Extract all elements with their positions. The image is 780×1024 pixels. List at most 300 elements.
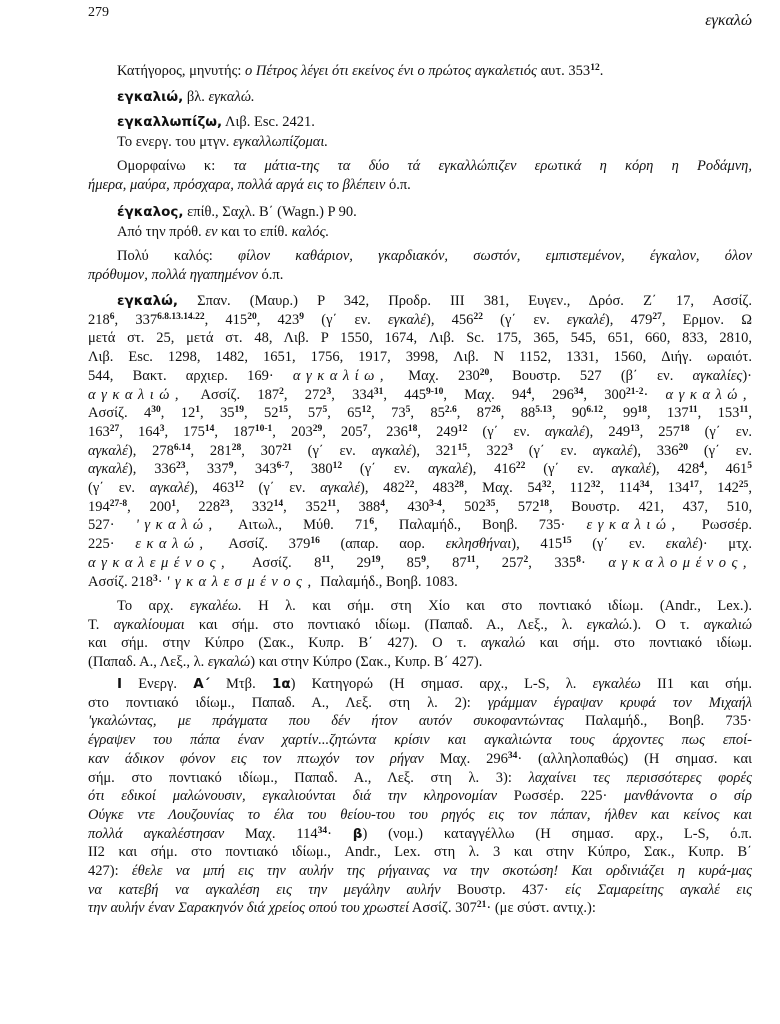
superscript-ref: 11 (688, 405, 698, 416)
text-run: , Βουστρ. 527 (β΄ εν. (489, 367, 693, 384)
superscript-ref: 4 (380, 498, 386, 509)
text-run: , 142 (698, 480, 739, 497)
text-run: ό.π. (385, 176, 411, 193)
text-line (88, 516, 752, 535)
superscript-ref: 18 (407, 423, 418, 434)
text-line (88, 554, 752, 573)
text-run: (γ΄ εν. (304, 311, 389, 328)
text-run: Μαχ. 230 (389, 367, 480, 384)
superscript-ref: 31 (373, 386, 384, 397)
italic-text: αγκαλέ (149, 480, 190, 497)
text-run: 163 (88, 423, 110, 440)
text-run: 225· (88, 536, 136, 553)
italic-text: εγκαλώ. (586, 616, 633, 633)
text-run: , 343 (233, 461, 277, 478)
italic-text: εγκαλέ (388, 311, 427, 328)
text-line (88, 881, 752, 900)
text-run: Μαχ. 296 (423, 750, 508, 767)
text-run: , 307 (241, 442, 283, 459)
dictionary-paragraph (88, 133, 752, 152)
headword: έγκαλος, (117, 204, 184, 220)
text-line (88, 367, 752, 386)
text-run: Το ενεργ. του μτγν. (117, 134, 234, 150)
text-run: Σπαν. (Μαυρ.) P 342, Προδρ. III 381, Ευγεν., Δρόσ. Ζ΄ 17, Ασσίζ. (177, 293, 752, 309)
text-run: Τ. (88, 616, 114, 633)
text-run: , 249 (417, 423, 458, 440)
superscript-ref: 29 (312, 423, 323, 434)
superscript-ref: 34 (639, 480, 650, 491)
superscript-ref: 19 (371, 554, 381, 565)
dictionary-paragraph (88, 223, 752, 242)
text-run: , 483 (414, 480, 455, 497)
running-head: εγκαλώ (705, 12, 752, 29)
text-run: , Ερμον. Ω (661, 311, 752, 328)
text-run: , 461 (704, 461, 748, 478)
text-run: , 88 (500, 405, 536, 422)
text-run: , 337 (185, 461, 229, 478)
text-run: , 337 (114, 311, 158, 328)
italic-text: αγκαλέ (544, 423, 585, 440)
text-run: μετά στ. 25, μετά στ. 48, Λιβ. P 1550, 1674, Λιβ. Sc. 175, 365, 545, 651, 660, 833, 2810, (88, 330, 752, 347)
superscript-ref: 34 (317, 825, 328, 836)
text-run: 527· (88, 517, 136, 534)
text-run: , Μαχ. 94 (443, 386, 527, 403)
text-run: Ομορφαίνω κ: (117, 158, 234, 174)
text-run: , 35 (199, 405, 235, 422)
italic-text: φίλον καθάριον, γκαρδιακόν, σωστόν, εμπιστεμένον, έγκαλον, όλον (238, 248, 752, 264)
text-run: , 296 (531, 386, 574, 403)
text-line (88, 247, 752, 266)
italic-text: 'γκαλώντας, με πράγματα που δέν ήτον αυτόν συκοφαντώντας (88, 713, 564, 730)
dictionary-paragraph (88, 597, 752, 672)
text-run: ), 416 (467, 461, 516, 478)
text-run: ), 249 (584, 423, 631, 440)
text-run: ό.π. (257, 266, 284, 283)
text-line (88, 731, 752, 750)
superscript-ref: 4 (699, 461, 705, 472)
text-run: (γ΄ εν. (512, 442, 593, 459)
superscript-ref: 14 (273, 498, 284, 509)
text-run: . (599, 63, 604, 79)
superscript-ref: 5 (322, 405, 328, 416)
text-run: , 423 (256, 311, 300, 328)
text-run: , 29 (330, 554, 372, 571)
superscript-ref: 11 (739, 405, 749, 416)
text-run: ), 415 (511, 536, 563, 553)
superscript-ref: 19 (234, 405, 244, 416)
superscript-ref: 5.13 (535, 405, 552, 416)
italic-text: να κατεβή να αγκαλέση εις την μεγάλην αυλήν (88, 881, 441, 898)
text-line (88, 266, 752, 285)
superscript-ref: 6.8.13.14.22 (157, 311, 205, 322)
text-run: , (748, 480, 752, 497)
text-line (88, 292, 752, 311)
text-line (88, 88, 752, 107)
italic-text: αγκαλίουμαι (113, 616, 185, 633)
text-run: ΙΙ1 και σήμ. (640, 676, 752, 692)
text-run: ) και στην Κύπρο (Σακ., Κυπρ. Β΄ 427). (250, 654, 483, 671)
italic-text: αγκαλέ (592, 442, 633, 459)
headword: εγκαλώ, (117, 293, 178, 309)
superscript-ref: 22 (515, 461, 526, 472)
text-run: (απαρ. αορ. (319, 536, 446, 553)
italic-text: αγκαλέ (88, 442, 128, 459)
headword: Α΄ (193, 676, 210, 692)
superscript-ref: 27-8 (109, 498, 128, 509)
spaced-form: αγκαλώ, (665, 386, 753, 403)
superscript-ref: 27 (652, 311, 662, 322)
spaced-form: 'γκαλεσμένος, (166, 573, 317, 590)
text-run: , 430 (385, 498, 430, 515)
text-run: , 352 (283, 498, 328, 515)
text-run: , 99 (602, 405, 638, 422)
italic-text: εγκαλώ. (208, 89, 255, 105)
italic-text: πολλά αγκαλέστησαν (88, 825, 225, 842)
text-run: , 572 (495, 498, 540, 515)
text-line (88, 750, 752, 769)
text-run: 544, Βακτ. αρχιερ. 169· (88, 367, 293, 384)
superscript-ref: 3 (153, 573, 158, 584)
text-run: Ρωσσέρ. 225· (497, 788, 625, 805)
dictionary-paragraph (88, 675, 752, 918)
text-run: (γ΄ εν. (88, 480, 150, 497)
superscript-ref: 1 (195, 405, 200, 416)
text-line (88, 404, 752, 423)
superscript-ref: 18 (637, 405, 647, 416)
text-line (88, 498, 752, 517)
text-line (88, 311, 752, 330)
text-line (88, 862, 752, 881)
superscript-ref: 2 (279, 386, 284, 397)
text-run: , 12 (160, 405, 196, 422)
text-run: Βουστρ. 437· (440, 881, 566, 898)
italic-text: γράμμαν έγραψαν κρυφά τον Μιχαήλ (487, 694, 752, 711)
text-line (88, 113, 752, 132)
text-run: , 228 (176, 498, 221, 515)
superscript-ref: 34 (573, 386, 584, 397)
text-run: (γ΄ εν. (689, 423, 753, 440)
text-run: · (αλληλοπαθώς) (Η σημασ. και (517, 750, 752, 767)
superscript-ref: 20 (247, 311, 257, 322)
text-run: ΙΙ2 και σήμ. στο ποντιακό ιδίωμ., Andr., Lex. στη λ. 3 και στην Κύπρο, Σακ., Κυπρ. Β΄ (88, 844, 752, 861)
superscript-ref: 22 (473, 311, 483, 322)
text-run: · (327, 825, 353, 842)
text-run: , 335 (528, 554, 577, 571)
text-run: , 415 (204, 311, 248, 328)
text-run: Η λ. και σήμ. στη Χίο και στο ποντιακό ιδίωμ. (Andr., Lex.). (241, 598, 752, 614)
superscript-ref: 6 (369, 517, 375, 528)
headword: εγκαλλωπίζω, (117, 114, 223, 130)
spaced-form: αγκαλίω, (292, 367, 390, 384)
superscript-ref: 6.14 (173, 442, 191, 453)
headword: εγκαλιώ, (117, 89, 184, 105)
text-run: , Μαχ. 54 (463, 480, 542, 497)
text-run: αυτ. 353 (536, 63, 591, 79)
page-number: 279 (88, 5, 109, 20)
text-line (88, 573, 752, 592)
text-line (88, 176, 752, 195)
spaced-form: εγκαλιώ, (586, 517, 681, 534)
superscript-ref: 15 (562, 536, 572, 547)
superscript-ref: 15 (278, 405, 288, 416)
superscript-ref: 6.12 (586, 405, 603, 416)
text-run: Παλαμήδ., Βοηβ. 735· (563, 713, 752, 730)
superscript-ref: 26 (491, 405, 501, 416)
italic-text: είς Σαμαρείτης αγκαλέ εις (565, 881, 752, 898)
text-line (88, 616, 752, 635)
text-run: , 175 (164, 423, 205, 440)
text-run: Αιτωλ., Μύθ. 71 (217, 517, 370, 534)
text-run: (γ΄ εν. (243, 480, 321, 497)
italic-text: καν άδικον φόνον εις τον πτωχόν τον ρήγαν (88, 750, 424, 767)
text-run: , 90 (551, 405, 587, 422)
superscript-ref: 32 (590, 480, 601, 491)
italic-text: μανθάνοντα ο σίρ (624, 788, 752, 805)
italic-text: αγκαλέ (320, 480, 361, 497)
superscript-ref: 1 (171, 498, 176, 509)
text-run: Ασσίζ. 187 (184, 386, 280, 403)
italic-text: ήμερα, μαύρα, πρόσχαρα, πολλά αργά εις το βλέπειν (88, 176, 386, 193)
spaced-form: εκαλώ, (135, 536, 209, 553)
dictionary-paragraph (88, 113, 752, 132)
text-run: ), 321 (411, 442, 458, 459)
superscript-ref: 20 (479, 367, 490, 378)
text-run: , 87 (425, 554, 467, 571)
superscript-ref: 11 (321, 554, 331, 565)
superscript-ref: 3-4 (429, 498, 442, 509)
dictionary-paragraph (88, 292, 752, 591)
italic-text: την αυλήν έναν Σαρακηνόν διά χρείος οπού του χρωστεί (88, 900, 410, 917)
superscript-ref: 23 (220, 498, 230, 509)
superscript-ref: 18 (539, 498, 549, 509)
spaced-form: 'γκαλώ, (135, 517, 218, 534)
text-run: , 332 (229, 498, 274, 515)
text-run: , 85 (380, 554, 422, 571)
superscript-ref: 35 (485, 498, 496, 509)
text-run: , 380 (289, 461, 333, 478)
text-run: Πολύ καλός: (117, 248, 239, 264)
superscript-ref: 18 (680, 423, 690, 434)
text-run: , 137 (646, 405, 689, 422)
text-run: , 57 (287, 405, 323, 422)
text-run: )· (742, 367, 752, 384)
text-run: , 281 (190, 442, 232, 459)
text-run: , 257 (475, 554, 524, 571)
italic-text: αγκαλέ (427, 461, 468, 478)
text-run: · (643, 386, 666, 403)
text-run: , 164 (119, 423, 160, 440)
dictionary-paragraph (88, 88, 752, 107)
text-line (88, 825, 752, 844)
text-run: , 153 (697, 405, 740, 422)
superscript-ref: 34 (507, 750, 518, 761)
text-run: και το επίθ. (217, 224, 292, 240)
italic-text: εκαλέ (665, 536, 699, 553)
text-run: Λιβ. Esc. 2421. (222, 114, 315, 130)
superscript-ref: 9 (421, 554, 426, 565)
italic-text: καλός. (291, 224, 330, 240)
italic-text: ότι εδικοί μαλώνουσιν, εγκαλιούνται διά την κληρονομίαν (88, 788, 498, 805)
superscript-ref: 12 (361, 405, 372, 416)
superscript-ref: 21-2 (626, 386, 644, 397)
text-run: ), 479 (604, 311, 653, 328)
text-line (88, 203, 752, 222)
text-run: , 322 (466, 442, 509, 459)
text-line (88, 386, 752, 405)
italic-text: εγκαλλωπίζομαι. (233, 134, 328, 150)
text-run: και σήμ. στην Κύπρο (Σακ., Κυπρ. Β΄ 427). Ο τ. (88, 635, 481, 652)
superscript-ref: 5 (747, 461, 752, 472)
superscript-ref: 15 (457, 442, 467, 453)
text-line (88, 634, 752, 653)
superscript-ref: 12 (457, 423, 468, 434)
text-run: βλ. (183, 89, 209, 105)
text-run: , 73 (371, 405, 406, 422)
headword: β (352, 825, 363, 842)
text-run: , 112 (551, 480, 591, 497)
text-line (88, 423, 752, 442)
text-run: , 205 (322, 423, 363, 440)
spaced-form: αγκαλεμένος, (88, 554, 231, 571)
text-run: , 272 (283, 386, 327, 403)
text-run: , 134 (649, 480, 690, 497)
text-run: ), 278 (127, 442, 174, 459)
text-run: Ασσίζ. 8 (230, 554, 322, 571)
text-run: Λιβ. Esc. 1298, 1482, 1651, 1756, 1917, 3998, Λιβ. N 1152, 1331, 1560, Διήγ. ωραιότ. (88, 349, 752, 366)
text-run: , 334 (331, 386, 374, 403)
text-line (88, 769, 752, 788)
text-run: , 300 (583, 386, 627, 403)
text-run: 218 (88, 311, 110, 328)
spaced-form: αγκαλιώ, (88, 386, 185, 403)
text-line (88, 460, 752, 479)
text-run: , 114 (600, 480, 640, 497)
italic-text: λαχαίνει τες περισσότερες φορές (528, 769, 752, 786)
superscript-ref: 3 (159, 423, 165, 434)
text-run: ), 428 (651, 461, 700, 478)
italic-text: τα μάτια-της τα δύο τά εγκαλλώπιζεν ερωτικά η κόρη η Ροδάμνη, (233, 158, 752, 174)
text-run: 427): (88, 863, 132, 880)
text-run: , 52 (243, 405, 279, 422)
text-run: Το αρχ. (117, 598, 190, 614)
italic-text: αγκαλέ (371, 442, 412, 459)
text-line (88, 348, 752, 367)
superscript-ref: 10-1 (254, 423, 273, 434)
text-run: , 200 (127, 498, 172, 515)
superscript-ref: 5 (405, 405, 411, 416)
text-run: ), 336 (632, 442, 679, 459)
superscript-ref: 7 (362, 423, 368, 434)
text-line (88, 787, 752, 806)
text-run: · (με σύστ. αντιχ.): (486, 900, 596, 917)
superscript-ref: 2.6 (444, 405, 457, 416)
superscript-ref: 20 (678, 442, 689, 453)
text-line (88, 899, 752, 918)
text-run: · (157, 573, 167, 590)
superscript-ref: 9 (228, 461, 234, 472)
text-run: Ενεργ. (122, 676, 194, 692)
text-run: στο ποντιακό ιδίωμ., Παπαδ. Α., Λεξ. στη λ. 2): (88, 694, 488, 711)
superscript-ref: 11 (327, 498, 337, 509)
spaced-form: αγκαλομένος, (608, 554, 753, 571)
italic-text: αγκαλιώ (703, 616, 752, 633)
headword: 1α (271, 676, 291, 692)
text-run: , 502 (441, 498, 486, 515)
italic-text: εγκαλέω. (189, 598, 242, 614)
text-run: Ασσίζ. 4 (88, 405, 152, 422)
italic-text: εγκαλώ (207, 654, 251, 671)
text-line (88, 597, 752, 616)
text-run: ), 482 (360, 480, 405, 497)
dictionary-paragraph (88, 62, 752, 81)
superscript-ref: 12 (234, 480, 244, 491)
text-run: , 445 (383, 386, 426, 403)
dictionary-paragraph (88, 247, 752, 284)
superscript-ref: 28 (454, 480, 464, 491)
italic-text: ο Πέτρος λέγει ότι εκείνος ένι ο πρώτος αγκαλετιός (244, 63, 537, 79)
text-run: , 187 (214, 423, 255, 440)
text-run: ) Κατηγορώ (Η σημασ. αρχ., L-S, λ. (290, 676, 593, 692)
dictionary-paragraph (88, 157, 752, 194)
text-line (88, 675, 752, 694)
text-run: Από την πρόθ. (117, 224, 206, 240)
italic-text: αγκαλίες (692, 367, 743, 384)
italic-text: εγκαλέω (592, 676, 641, 692)
text-run: Ασσίζ. 379 (208, 536, 311, 553)
italic-text: αγκαλώ (480, 635, 526, 652)
text-run: και σήμ. στο ποντιακό ιδίωμ. (Παπαδ. Α., Λεξ., λ. (184, 616, 587, 633)
superscript-ref: 13 (630, 423, 640, 434)
superscript-ref: 21 (282, 442, 292, 453)
text-run: , 87 (456, 405, 492, 422)
superscript-ref: 30 (151, 405, 161, 416)
text-line (88, 806, 752, 825)
italic-text: πρόθυμον, πολλά ηγαπημένον (88, 266, 258, 283)
text-run: ), 463 (189, 480, 235, 497)
superscript-ref: 28 (231, 442, 242, 453)
italic-text: έγραψεν του πάπα έναν χαρτίν...ζητώντα κρίσιν και αγκαλιώντα τους άρχοντες πως εποί- (88, 732, 752, 749)
superscript-ref: 4 (526, 386, 532, 397)
text-run: ), 336 (127, 461, 176, 478)
text-line (88, 133, 752, 152)
superscript-ref: 2 (523, 554, 529, 565)
text-run: και σήμ. στο ποντιακό ιδίωμ. (525, 635, 752, 652)
text-line (88, 223, 752, 242)
text-line (88, 535, 752, 554)
text-line (88, 62, 752, 81)
text-run: Ασσίζ. 307 (409, 900, 477, 917)
text-run: )· μτχ. (698, 536, 752, 553)
text-line (88, 329, 752, 348)
text-line (88, 712, 752, 731)
text-line (88, 653, 752, 672)
superscript-ref: 12 (590, 63, 600, 73)
italic-text: έθελε να μπή εις την αυλήν της ρήγαινας να την σκοτώση! Και ορδινιάζει η κυρά-μας (131, 863, 752, 880)
superscript-ref: 3 (326, 386, 332, 397)
superscript-ref: 17 (689, 480, 699, 491)
text-run: Παλαμήδ., Βοηβ. 1083. (316, 573, 458, 590)
text-run: σήμ. στο ποντιακό ιδίωμ., Παπαδ. Α., Λεξ. στη λ. 3): (88, 769, 529, 786)
text-run: , 65 (327, 405, 362, 422)
text-run: Κατήγορος, μηνυτής: (117, 63, 245, 79)
superscript-ref: 12 (332, 461, 343, 472)
italic-text: Ούγκε ντε Λουζουνίας το έλα του θείου-του του ρηγός εις τον πάπαν, ήλθεν και κείνος και (88, 806, 752, 823)
text-run: , 85 (410, 405, 445, 422)
text-line (88, 843, 752, 862)
superscript-ref: 21 (476, 900, 487, 911)
text-run: Μτβ. (209, 676, 272, 692)
text-run: (Παπαδ. Α., Λεξ., λ. (88, 654, 208, 671)
